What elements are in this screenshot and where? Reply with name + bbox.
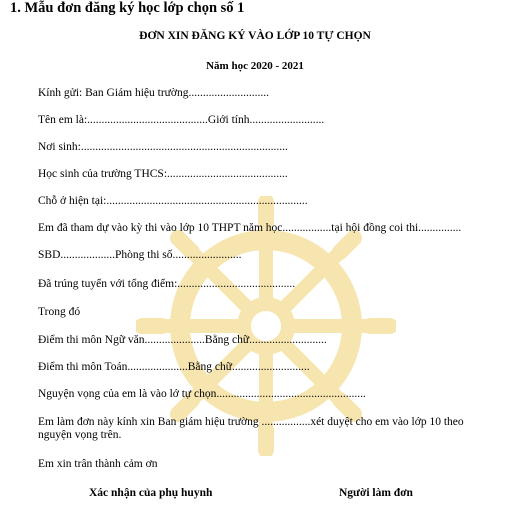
name-gender-line: Tên em là:..........................................Giới tính.......................... bbox=[38, 114, 325, 126]
thanks-line: Em xin trân thành cảm ơn bbox=[38, 458, 158, 470]
parent-confirmation-label: Xác nhận của phụ huynh bbox=[89, 487, 213, 499]
school-year: Năm học 2020 - 2021 bbox=[206, 60, 304, 72]
addressee-line: Kính gửi: Ban Giám hiệu trường............................ bbox=[38, 87, 269, 99]
exam-number-line: SBD...................Phòng thi số........................ bbox=[38, 249, 242, 261]
literature-score-line: Điểm thi môn Ngữ văn.....................Bằng chữ........................... bbox=[38, 334, 327, 346]
request-paragraph: Em làm đơn này kính xin Ban giám hiệu trường .................xét duyệt cho em vào lớp 10 theo nguyện vọng trên. bbox=[38, 416, 464, 441]
aspiration-line: Nguyện vọng của em là vào lớ tự chọn.................................................... bbox=[38, 388, 366, 400]
birthplace-line: Nơi sinh:........................................................................ bbox=[38, 141, 288, 153]
applicant-signature-label: Người làm đơn bbox=[339, 487, 413, 499]
total-score-line: Đã trúng tuyển với tổng điểm:......................................... bbox=[38, 278, 296, 290]
address-line: Chỗ ở hiện tại:...................................................................... bbox=[38, 195, 308, 207]
exam-participation-line: Em đã tham dự vào kỳ thi vào lớp 10 THPT năm học.................tại hội đồng coi thi............... bbox=[38, 222, 462, 234]
section-heading: 1. Mẫu đơn đăng ký học lớp chọn số 1 bbox=[10, 0, 245, 16]
of-which-line: Trong đó bbox=[38, 306, 81, 318]
math-score-line: Điểm thi môn Toán.....................Bằng chữ........................... bbox=[38, 361, 310, 373]
form-title: ĐƠN XIN ĐĂNG KÝ VÀO LỚP 10 TỰ CHỌN bbox=[139, 30, 371, 42]
middle-school-line: Học sinh của trường THCS:.......................................... bbox=[38, 168, 288, 180]
